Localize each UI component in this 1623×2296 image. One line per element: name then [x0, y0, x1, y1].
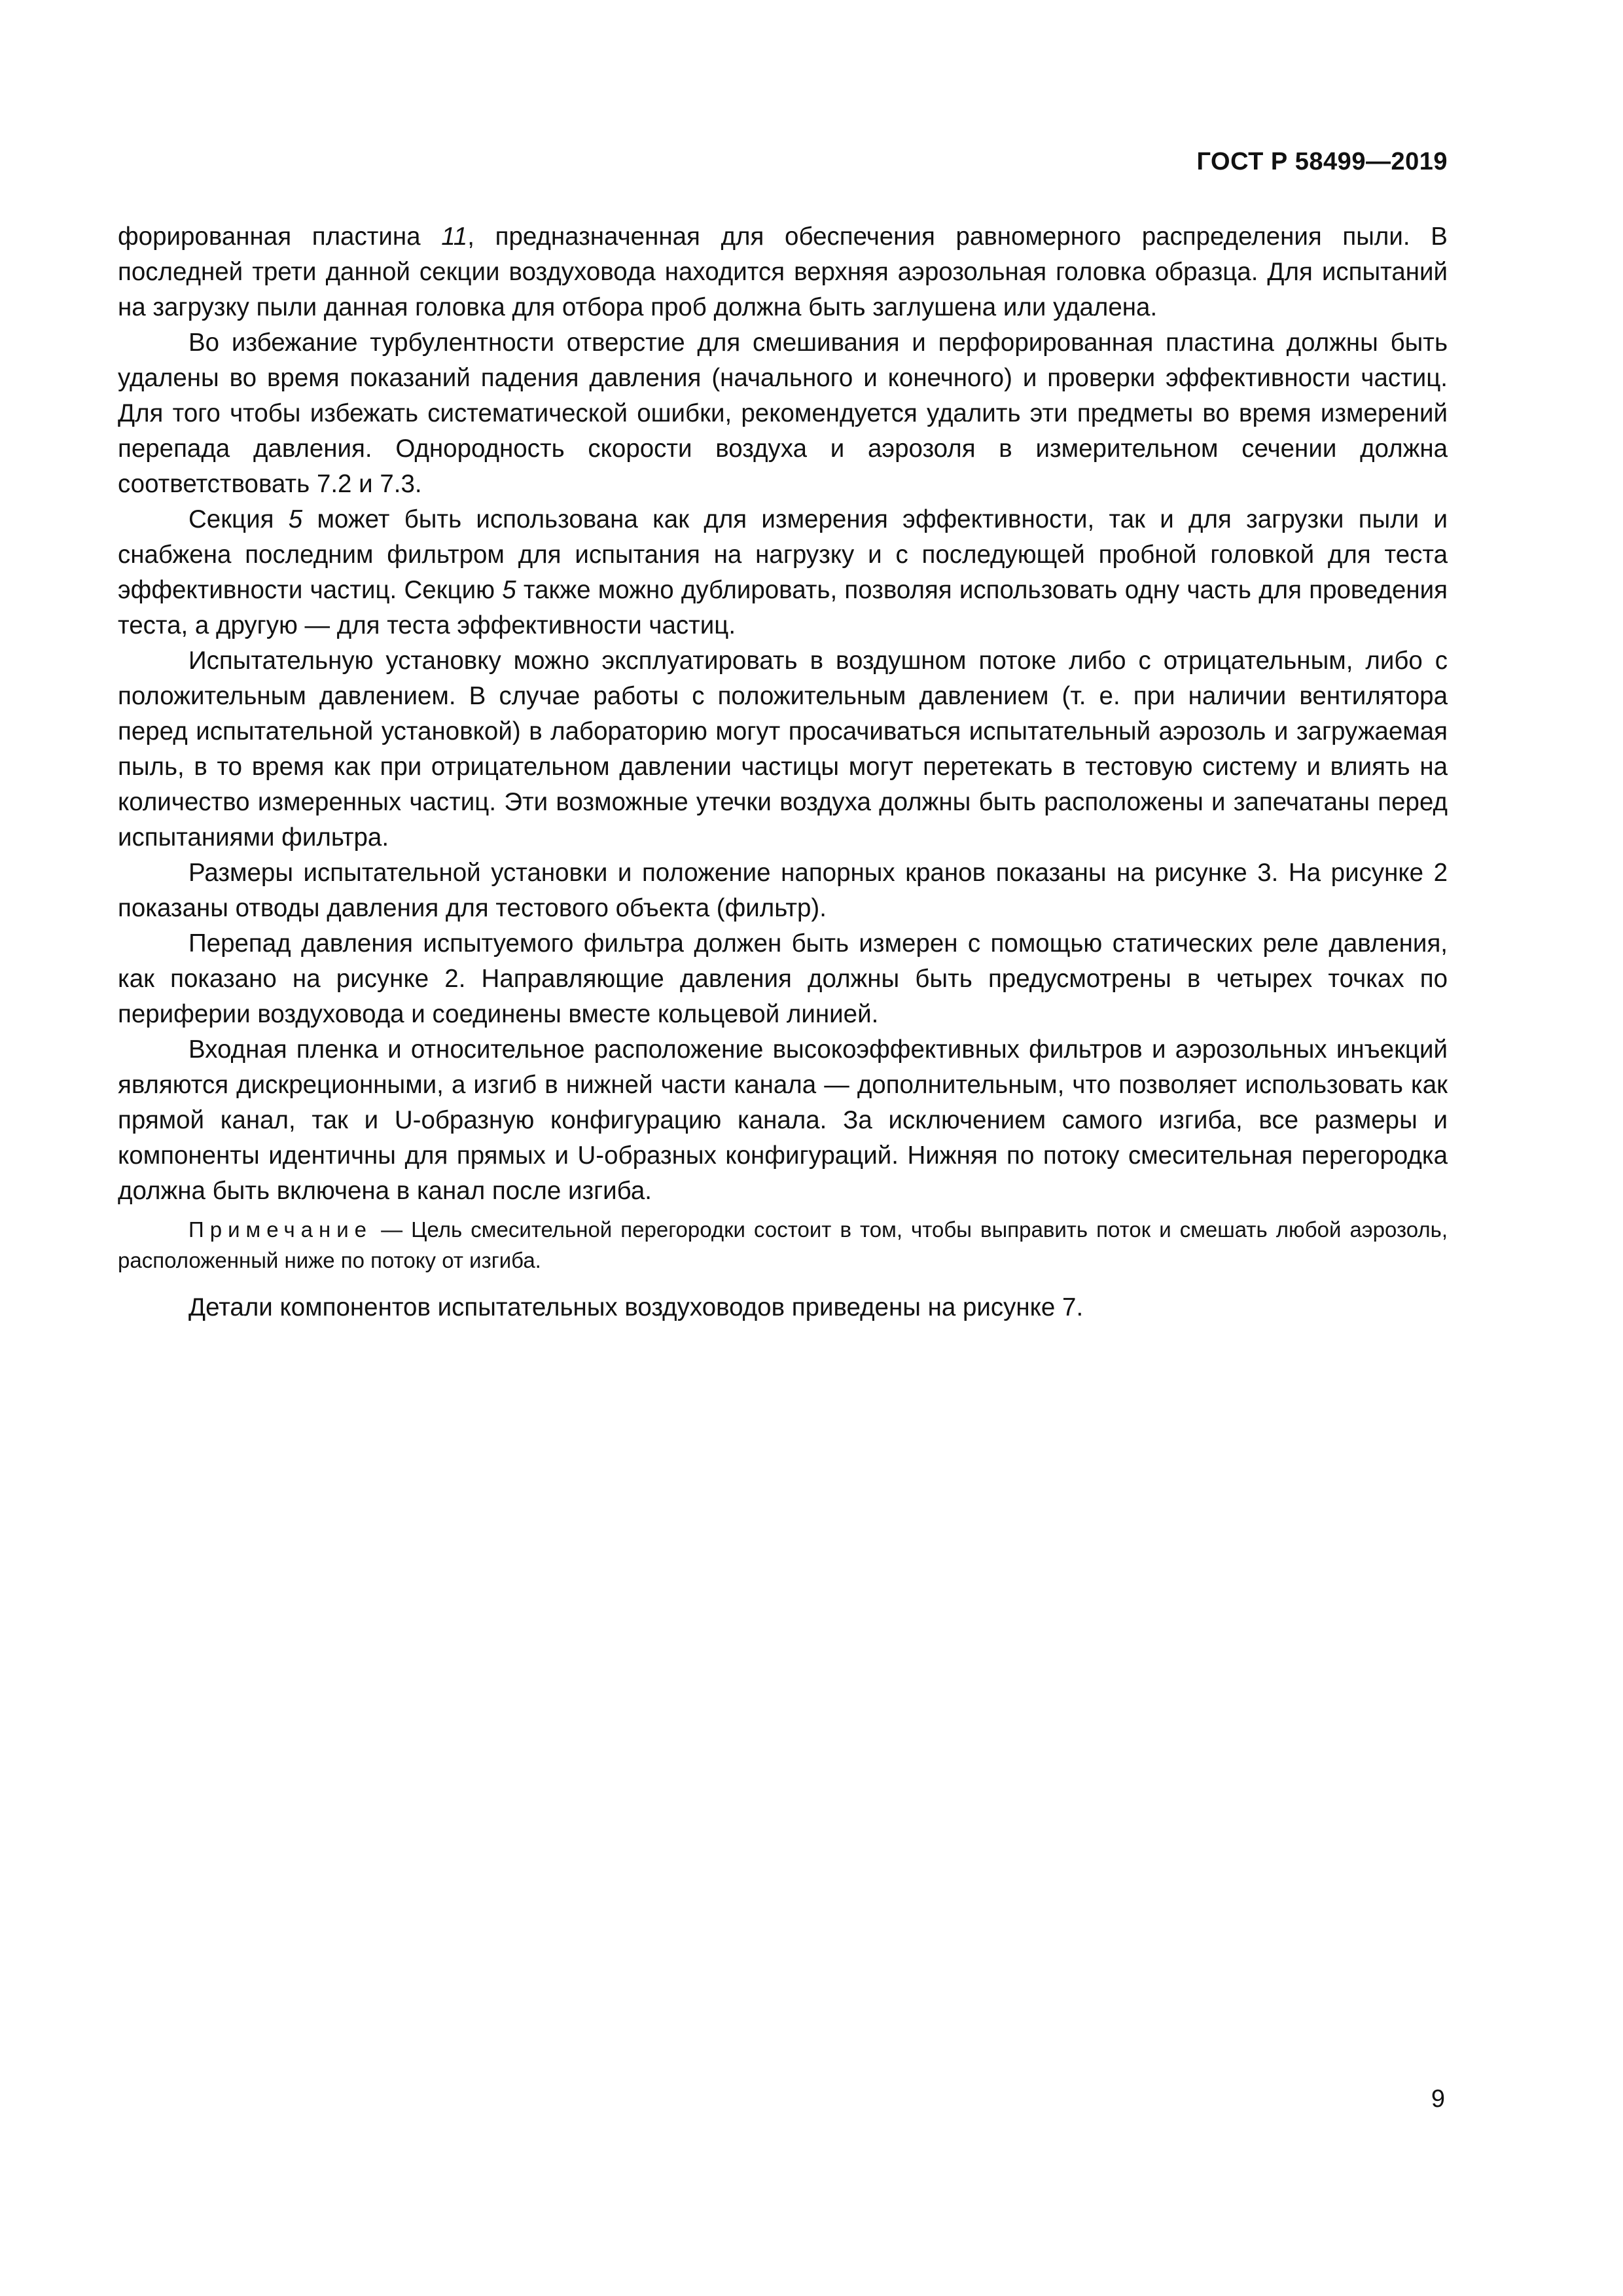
paragraph-3-part-b: может быть использована как для измерения эффективности, так и для загрузки пыли и снабжена последним фильтром для испытания на нагрузку и с последующей пробной головкой для теста эффективности частиц. Секцию	[118, 505, 1448, 604]
paragraph-3-italic-ref-1: 5	[288, 505, 303, 533]
paragraph-5: Размеры испытательной установки и положение напорных кранов показаны на рисунке 3. На рисунке 2 показаны отводы давления для тестового объекта (фильтр).	[118, 859, 1448, 922]
paragraph-3-italic-ref-2: 5	[502, 576, 516, 604]
final-paragraph: Детали компонентов испытательных воздуховодов приведены на рисунке 7.	[188, 1293, 1084, 1321]
body-text	[118, 219, 1448, 1325]
paragraph-7: Входная пленка и относительное расположение высокоэффективных фильтров и аэрозольных инъекций являются дискреционными, а изгиб в нижней части канала — дополнительным, что позволяет использовать как прямой канал, так и U-образную конфигурацию канала. За исключением самого изгиба, все размеры и компоненты идентичны для прямых и U-образных конфигураций. Нижняя по потоку смесительная перегородка должна быть включена в канал после изгиба.	[118, 1035, 1448, 1205]
document-code-header: ГОСТ Р 58499—2019	[1196, 148, 1448, 175]
paragraph-1-part-a: форированная пластина	[118, 223, 442, 251]
note-label: Примечание	[188, 1217, 373, 1242]
note-text: Цель смесительной перегородки состоит в том, чтобы выправить поток и смешать любой аэрозоль, расположенный ниже по потоку от изгиба.	[118, 1217, 1448, 1272]
paragraph-2: Во избежание турбулентности отверстие для смешивания и перфорированная пластина должны быть удалены во время показаний падения давления (начального и конечного) и проверки эффективности частиц. Для того чтобы избежать систематической ошибки, рекомендуется удалить эти предметы во время измерений перепада давления. Однородность скорости воздуха и аэрозоля в измерительном сечении должна соответствовать 7.2 и 7.3.	[118, 329, 1448, 498]
paragraph-4: Испытательную установку можно эксплуатировать в воздушном потоке либо с отрицательным, либо с положительным давлением. В случае работы с положительным давлением (т. е. при наличии вентилятора перед испытательной установкой) в лабораторию могут просачиваться испытательный аэрозоль и загружаемая пыль, в то время как при отрицательном давлении частицы могут перетекать в тестовую систему и влиять на количество измеренных частиц. Эти возможные утечки воздуха должны быть расположены и запечатаны перед испытаниями фильтра.	[118, 647, 1448, 852]
paragraph-6: Перепад давления испытуемого фильтра должен быть измерен с помощью статических реле давления, как показано на рисунке 2. Направляющие давления должны быть предусмотрены в четырех точках по периферии воздуховода и соединены вместе кольцевой линией.	[118, 929, 1448, 1028]
paragraph-3-part-a: Секция	[188, 505, 289, 533]
paragraph-1	[118, 219, 1448, 325]
note	[118, 1214, 1448, 1276]
paragraph-1-italic-ref: 11	[441, 223, 468, 251]
paragraph-3	[118, 502, 1448, 643]
note-dash: —	[372, 1217, 412, 1242]
paragraph-3-part-c: также можно дублировать, позволяя использовать одну часть для проведения теста, а другую — для теста эффективности частиц.	[118, 576, 1448, 639]
page-number: 9	[1431, 2085, 1445, 2113]
paragraph-1-part-b: , предназначенная для обеспечения равномерного распределения пыли. В последней трети данной секции воздуховода находится верхняя аэрозольная головка образца. Для испытаний на загрузку пыли данная головка для отбора проб должна быть заглушена или удалена.	[118, 223, 1448, 321]
